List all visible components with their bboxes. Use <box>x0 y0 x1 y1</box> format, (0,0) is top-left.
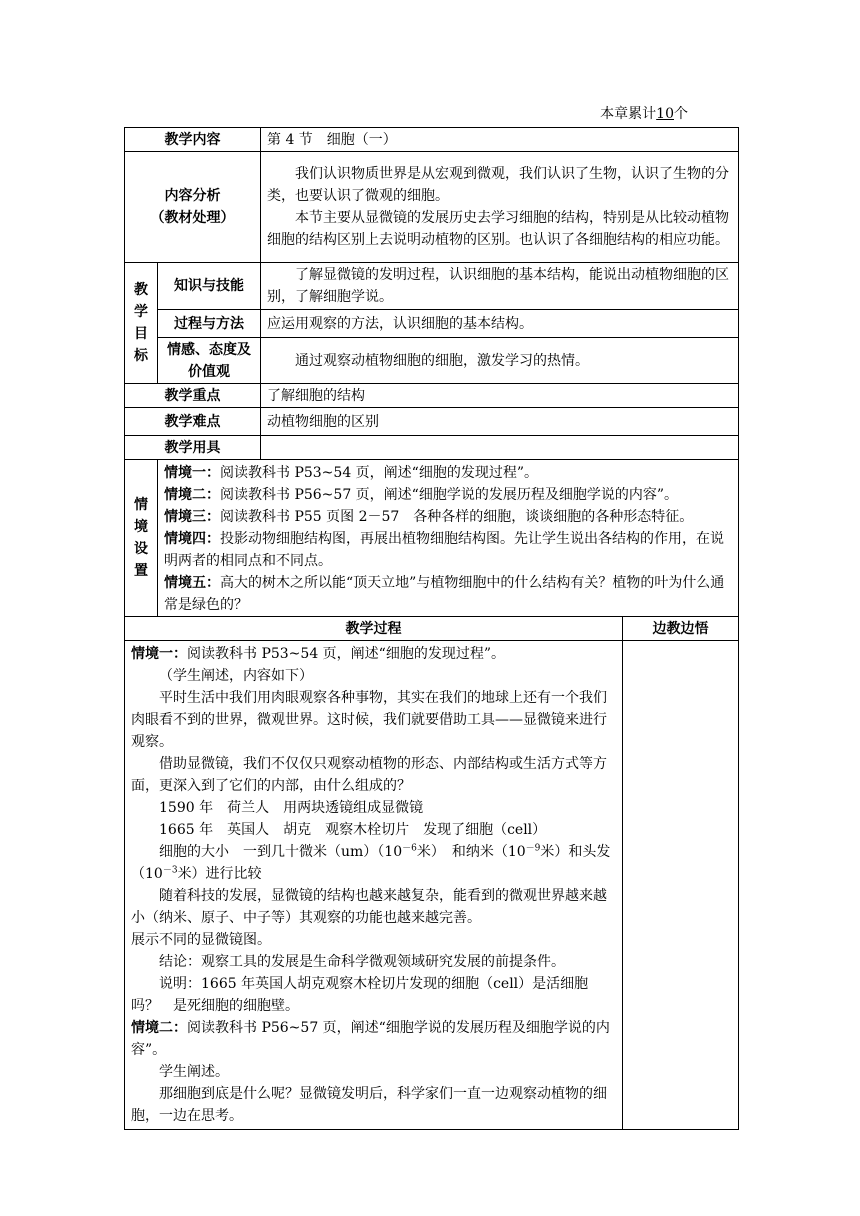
scenario-item-label: 情境四： <box>164 531 220 547</box>
content-value: 第 4 节 细胞（一） <box>261 128 739 152</box>
emotion-label-line1: 情感、态度及 <box>167 341 251 358</box>
process-paragraph-2: 借助显微镜，我们不仅仅只观察动植物的形态、内部结构或生活方式等方面，更深入到了它们的内部，由什么组成的？ <box>131 756 607 794</box>
process-paragraph-10: 学生阐述。 <box>159 1064 229 1080</box>
process-paragraph-1: 平时生活中我们用肉眼观察各种事物，其实在我们的地球上还有一个我们肉眼看不到的世界，微观世界。这时候，我们就要借助工具——显微镜来进行观察。 <box>131 690 607 750</box>
process-scenario-2-text: 阅读教科书 P56~57 页，阐述“细胞学说的发展历程及细胞学说的内容”。 <box>131 1020 610 1058</box>
emotion-row <box>125 338 739 384</box>
scenario-item-label: 情境二： <box>164 487 220 503</box>
scenario-item-label: 情境一： <box>164 465 220 481</box>
scenario-item-text: 阅读教科书 P53~54 页，阐述“细胞的发现过程”。 <box>220 465 538 481</box>
difficulty-row <box>125 408 739 436</box>
focus-label: 教学重点 <box>125 384 261 408</box>
process-scenario-2 <box>131 1017 616 1061</box>
content-row <box>125 128 739 152</box>
cell-size-text-d: 米）进行比较 <box>177 866 262 882</box>
process-paragraph-7: 展示不同的显微镜图。 <box>131 932 271 948</box>
scenario-char-1: 情 <box>134 497 148 513</box>
lesson-plan-table <box>124 127 739 1130</box>
process-method-label: 过程与方法 <box>158 310 261 338</box>
scenario-row <box>125 460 739 617</box>
process-method-row <box>125 310 739 338</box>
scenario-list <box>158 460 739 617</box>
knowledge-label: 知识与技能 <box>158 263 261 310</box>
process-note: （学生阐述，内容如下） <box>159 668 313 684</box>
focus-value: 了解细胞的结构 <box>261 384 739 408</box>
scenario-item <box>164 528 732 572</box>
analysis-paragraph-1: 我们认识物质世界是从宏观到微观，我们认识了生物，认识了生物的分类，也要认识了微观的细胞。 <box>267 166 729 204</box>
tools-label: 教学用具 <box>125 436 261 460</box>
process-paragraph-11: 那细胞到底是什么呢？显微镜发明后，科学家们一直一边观察动植物的细胞，一边在思考。 <box>131 1086 607 1124</box>
focus-row <box>125 384 739 408</box>
difficulty-label: 教学难点 <box>125 408 261 436</box>
process-scenario-1-label: 情境一： <box>131 646 187 662</box>
process-header-row <box>125 617 739 641</box>
scenario-item-text: 投影动物细胞结构图，再展出植物细胞结构图。先让学生说出各结构的作用，在说明两者的相同点和不同点。 <box>164 531 724 569</box>
process-paragraph-4: 1665 年 英国人 胡克 观察木栓切片 发现了细胞（cell） <box>159 822 547 838</box>
cell-size-exp-b: －9 <box>525 843 541 854</box>
process-paragraph-6: 随着科技的发展，显微镜的结构也越来越复杂，能看到的微观世界越来越小（纳米、原子、中子等）其观察的功能也越来越完善。 <box>131 888 607 926</box>
process-scenario-1 <box>131 643 616 665</box>
process-paragraph-9: 说明：1665 年英国人胡克观察木栓切片发现的细胞（cell）是活细胞吗？ 是死细胞的细胞壁。 <box>131 976 589 1014</box>
cell-size-exp-c: －3 <box>162 865 178 876</box>
process-body-row <box>125 641 739 1130</box>
scenario-char-4: 置 <box>134 563 148 579</box>
tools-value <box>261 436 739 460</box>
scenario-item-text: 阅读教科书 P56~57 页，阐述“细胞学说的发展历程及细胞学说的内容”。 <box>220 487 678 503</box>
process-scenario-2-label: 情境二： <box>131 1020 187 1036</box>
margin-notes-header: 边教边悟 <box>623 617 739 641</box>
scenario-item-text: 阅读教科书 P55 页图 2－57 各种各样的细胞，谈谈细胞的各种形态特征。 <box>220 509 694 525</box>
knowledge-value: 了解显微镜的发明过程，认识细胞的基本结构，能说出动植物细胞的区别，了解细胞学说。 <box>261 263 739 310</box>
emotion-label-line2: 价值观 <box>188 363 230 380</box>
content-label: 教学内容 <box>125 128 261 152</box>
analysis-label-line1: 内容分析 <box>164 188 221 204</box>
goal-char-4: 标 <box>134 348 148 364</box>
scenario-char-2: 境 <box>134 519 148 535</box>
chapter-count-prefix: 本章累计 <box>600 106 657 122</box>
emotion-label <box>158 338 261 384</box>
analysis-row <box>125 152 739 263</box>
knowledge-row <box>125 263 739 310</box>
teaching-process-body <box>125 641 623 1130</box>
emotion-value: 通过观察动植物细胞的细胞，激发学习的热情。 <box>261 338 739 384</box>
cell-size-text-c: 米）和头发（10 <box>131 844 611 882</box>
goal-char-3: 目 <box>134 326 148 342</box>
process-paragraph-3: 1590 年 荷兰人 用两块透镜组成显微镜 <box>159 800 424 816</box>
cell-size-text-a: 细胞的大小 一到几十微米（um）（10 <box>159 844 403 860</box>
goal-char-1: 教 <box>134 282 148 298</box>
tools-row <box>125 436 739 460</box>
process-scenario-1-text: 阅读教科书 P53~54 页，阐述“细胞的发现过程”。 <box>187 646 505 662</box>
analysis-value <box>261 152 739 263</box>
process-method-value: 应运用观察的方法，认识细胞的基本结构。 <box>261 310 739 338</box>
scenario-item-text: 高大的树木之所以能“顶天立地”与植物细胞中的什么结构有关？植物的叶为什么通常是绿色的？ <box>164 575 725 613</box>
scenario-item <box>164 506 732 528</box>
analysis-paragraph-2: 本节主要从显微镜的发展历史去学习细胞的结构，特别是从比较动植物细胞的结构区别上去说明动植物的区别。也认识了各细胞结构的相应功能。 <box>267 210 729 248</box>
margin-notes-body <box>623 641 739 1130</box>
analysis-label <box>125 152 261 263</box>
scenario-item-label: 情境三： <box>164 509 220 525</box>
process-paragraph-8: 结论：观察工具的发展是生命科学微观领域研究发展的前提条件。 <box>159 954 565 970</box>
process-paragraph-5 <box>131 841 616 885</box>
scenario-item-label: 情境五： <box>164 575 220 591</box>
scenario-char-3: 设 <box>134 541 148 557</box>
scenario-item <box>164 462 732 484</box>
scenario-item <box>164 484 732 506</box>
cell-size-text-b: 米） 和纳米（10 <box>416 844 526 860</box>
difficulty-value: 动植物细胞的区别 <box>261 408 739 436</box>
chapter-count-suffix: 个 <box>674 106 688 122</box>
teaching-process-header: 教学过程 <box>125 617 623 641</box>
teaching-goals-label <box>125 263 158 384</box>
chapter-count <box>600 104 688 124</box>
cell-size-exp-a: －6 <box>402 843 417 854</box>
analysis-label-line2: （教材处理） <box>150 210 235 226</box>
goal-char-2: 学 <box>134 304 148 320</box>
scenario-item <box>164 572 732 616</box>
scenario-settings-label <box>125 460 158 617</box>
chapter-count-number: 10 <box>656 106 674 122</box>
